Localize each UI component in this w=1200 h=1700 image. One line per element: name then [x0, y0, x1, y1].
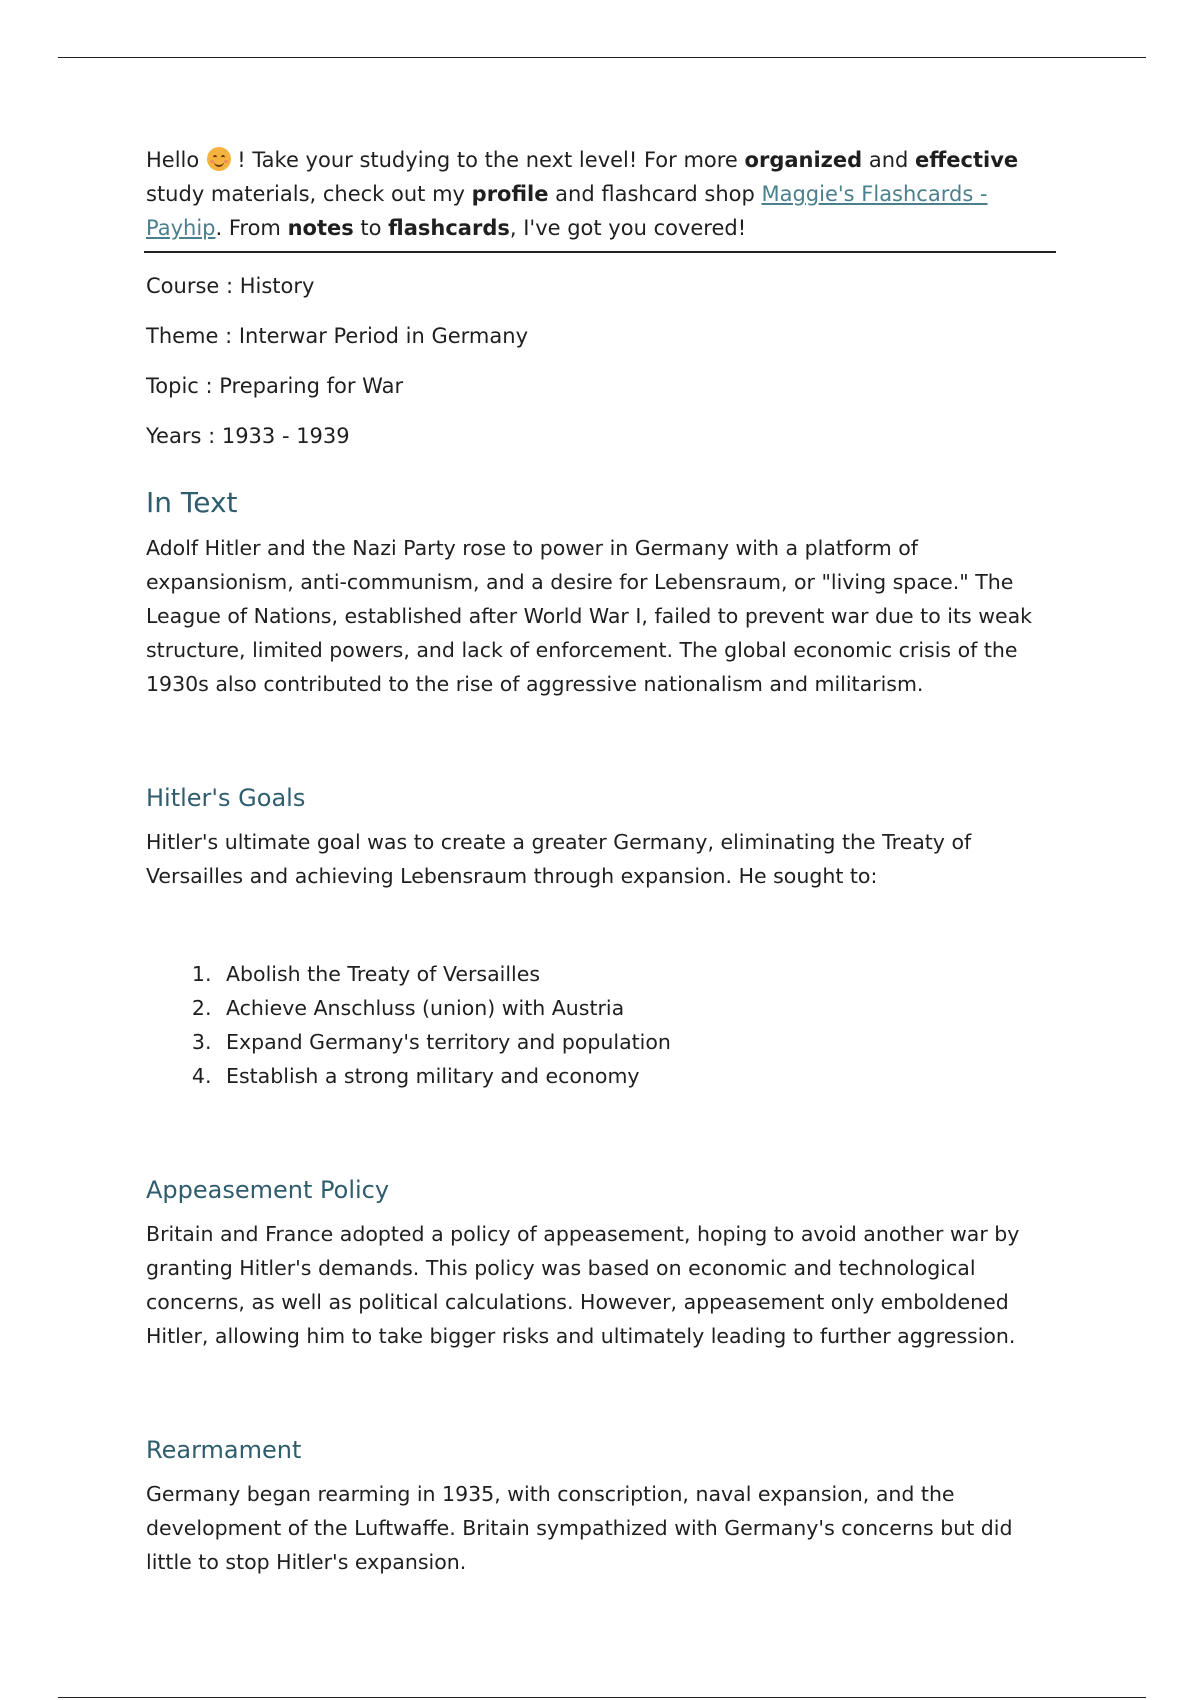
intro-bold-notes: notes: [287, 216, 354, 240]
intro-bold-flashcards: flashcards: [388, 216, 510, 240]
goals-list: [146, 957, 1058, 1093]
payhip-shop-link[interactable]: Maggie's Flashcards - Payhip: [146, 182, 988, 240]
paragraph-in-text: Adolf Hitler and the Nazi Party rose to power in Germany with a platform of expansionism, anti-communism, and a desire for Lebensraum, or "living space." The League of Nations, established after World War I, failed to prevent war due to its weak structure, limited powers, and lack of enforcement. The global economic crisis of the 1930s also contributed to the rise of aggressive nationalism and militarism.: [146, 536, 1033, 696]
intro-bold-profile: profile: [471, 182, 549, 206]
meta-theme: Theme : Interwar Period in Germany: [146, 324, 528, 348]
document-body: [146, 143, 1058, 1579]
intro-text: study materials, check out my: [146, 182, 472, 206]
list-item: 1. Abolish the Treaty of Versailles: [218, 957, 1058, 991]
list-item: 4. Establish a strong military and economy: [218, 1059, 1058, 1093]
page-top-rule: [58, 57, 1146, 58]
meta-years: Years : 1933 - 1939: [146, 424, 350, 448]
intro-text: , I've got you covered!: [509, 216, 747, 240]
heading-rearmament: Rearmament: [146, 1436, 302, 1464]
intro-bold-effective: effective: [915, 148, 1019, 172]
paragraph-hitlers-goals: Hitler's ultimate goal was to create a greater Germany, eliminating the Treaty of Versailles and achieving Lebensraum through expansion. He sought to:: [146, 830, 972, 888]
intro-divider: [144, 251, 1056, 253]
intro-bold-organized: organized: [744, 148, 863, 172]
list-item: 3. Expand Germany's territory and population: [218, 1025, 1058, 1059]
paragraph-rearmament: Germany began rearming in 1935, with conscription, naval expansion, and the development of the Luftwaffe. Britain sympathized with Germany's concerns but did little to stop Hitler's expansion.: [146, 1482, 1013, 1574]
heading-hitlers-goals: Hitler's Goals: [146, 784, 306, 812]
heading-in-text: In Text: [146, 486, 238, 519]
paragraph-appeasement-policy: Britain and France adopted a policy of appeasement, hoping to avoid another war by granting Hitler's demands. This policy was based on economic and technological concerns, as well as political calculations. However, appeasement only emboldened Hitler, allowing him to take bigger risks and ultimately leading to further aggression.: [146, 1222, 1020, 1348]
intro-paragraph: [146, 143, 1058, 245]
intro-text: and flashcard shop: [548, 182, 762, 206]
meta-course: Course : History: [146, 274, 315, 298]
meta-topic: Topic : Preparing for War: [146, 374, 404, 398]
intro-hello: Hello: [146, 148, 200, 172]
intro-text: to: [353, 216, 389, 240]
intro-text: and: [862, 148, 916, 172]
heading-appeasement-policy: Appeasement Policy: [146, 1176, 390, 1204]
page-bottom-rule: [58, 1697, 1146, 1698]
intro-text: ! Take your studying to the next level! For more: [237, 148, 745, 172]
intro-text: . From: [215, 216, 288, 240]
list-item: 2. Achieve Anschluss (union) with Austria: [218, 991, 1058, 1025]
smiling-face-icon: [207, 147, 231, 171]
